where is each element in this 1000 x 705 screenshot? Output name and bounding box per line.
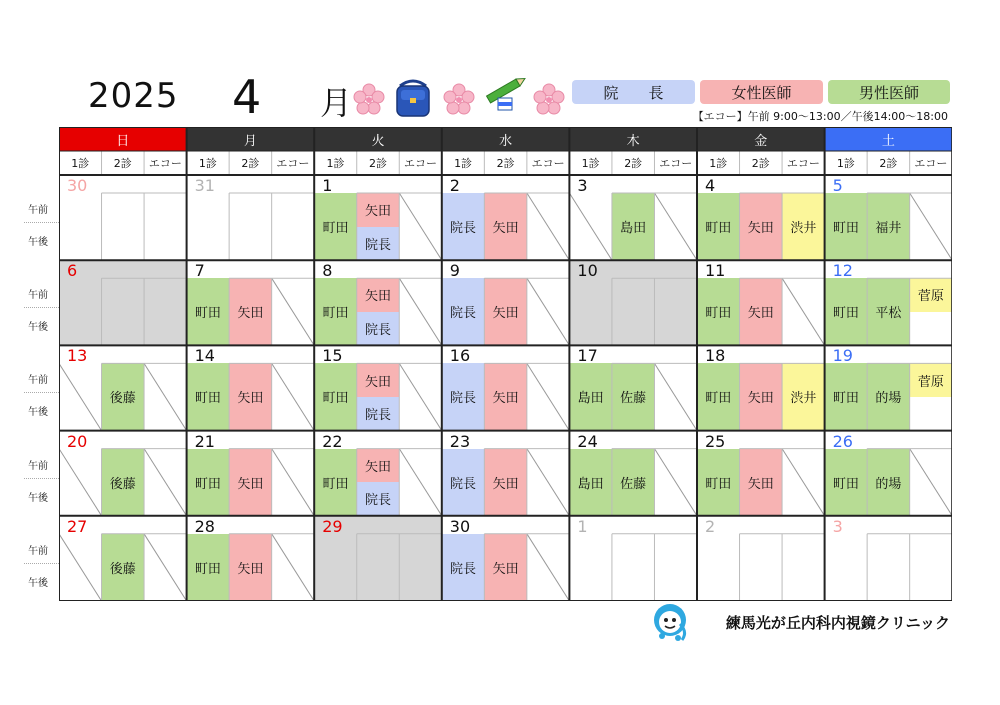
clinic-name: 練馬光が丘内科内視鏡クリニック — [725, 614, 950, 632]
month-label: 月 — [320, 84, 353, 122]
doctor-assignment: 後藤 — [102, 449, 145, 516]
slot-slash — [272, 278, 315, 345]
doctor-assignment: 平松 — [867, 278, 910, 345]
doctor-assignment: 町田 — [187, 363, 230, 430]
slot-header: エコー — [276, 157, 310, 170]
day-number: 17 — [577, 346, 598, 366]
slot-header: 2診 — [624, 157, 643, 170]
doctor-assignment: 島田 — [569, 363, 612, 430]
day-number: 31 — [194, 176, 215, 195]
slot-slash — [527, 193, 570, 260]
slot-header: 1診 — [71, 157, 90, 170]
slot-slash — [144, 363, 187, 430]
month-number: 4 — [232, 70, 262, 124]
doctor-assignment: 的場 — [867, 449, 910, 516]
slot-slash — [59, 534, 102, 601]
year: 2025 — [88, 76, 179, 116]
doctor-assignment: 町田 — [314, 193, 357, 260]
slot-header: 1診 — [454, 157, 473, 170]
slot-slash — [527, 534, 570, 601]
slot-slash — [272, 363, 315, 430]
am-pm-divider — [24, 563, 59, 564]
weekday-header-0: 日 — [59, 127, 187, 151]
slot-header: エコー — [404, 157, 438, 170]
pm-label: 午後 — [28, 492, 48, 504]
am-pm-divider — [24, 222, 59, 223]
doctor-assignment: 島田 — [612, 193, 655, 260]
slot-header: 1診 — [709, 157, 728, 170]
doctor-assignment: 矢田 — [357, 193, 400, 227]
doctor-assignment: 町田 — [314, 278, 357, 345]
pm-label: 午後 — [28, 407, 48, 419]
day-number: 26 — [832, 431, 853, 451]
weekday-header-6: 土 — [825, 127, 953, 151]
day-number: 9 — [449, 261, 460, 281]
echo-hours: 【エコー】午前 9:00〜13:00／午後14:00〜18:00 — [692, 110, 948, 123]
slot-header: 1診 — [836, 157, 855, 170]
day-number: 1 — [322, 176, 333, 195]
day-number: 3 — [577, 176, 588, 195]
doctor-assignment: 矢田 — [357, 449, 400, 483]
slot-header: 2診 — [496, 157, 515, 170]
slot-header: エコー — [531, 157, 565, 170]
doctor-assignment: 佐藤 — [612, 363, 655, 430]
am-label: 午前 — [28, 460, 48, 472]
day-number: 29 — [322, 516, 343, 536]
sakura-icon — [352, 82, 386, 116]
day-number: 24 — [577, 431, 598, 451]
slot-slash — [399, 278, 442, 345]
day-number: 5 — [832, 176, 843, 195]
doctor-assignment: 町田 — [825, 278, 868, 345]
doctor-assignment: 島田 — [569, 449, 612, 516]
doctor-assignment: 町田 — [187, 449, 230, 516]
day-number: 30 — [449, 516, 471, 536]
doctor-assignment: 町田 — [314, 363, 357, 430]
doctor-assignment: 矢田 — [229, 534, 272, 601]
day-number: 19 — [832, 346, 853, 366]
weekday-header-5: 金 — [697, 127, 825, 151]
slot-slash — [272, 534, 315, 601]
doctor-assignment: 町田 — [825, 449, 868, 516]
sakura-icon — [532, 82, 566, 116]
doctor-assignment: 渋井 — [782, 193, 825, 260]
doctor-assignment: 院長 — [442, 534, 485, 601]
doctor-assignment: 矢田 — [484, 449, 527, 516]
doctor-assignment: 院長 — [442, 449, 485, 516]
slot-slash — [654, 363, 697, 430]
slot-slash — [782, 278, 825, 345]
pm-label: 午後 — [28, 237, 48, 248]
slot-slash — [399, 449, 442, 516]
legend-male-doctor-label: 男性医師 — [858, 83, 919, 102]
slot-header: 1診 — [198, 157, 217, 170]
weekday-header-4: 木 — [569, 127, 697, 151]
day-number: 28 — [194, 516, 215, 536]
pencil-eraser-icon — [482, 74, 528, 114]
doctor-assignment: 院長 — [442, 363, 485, 430]
legend-female-doctor — [700, 80, 823, 104]
slot-slash — [399, 363, 442, 430]
day-number: 27 — [67, 516, 88, 536]
weekday-header-2: 火 — [314, 127, 442, 151]
weekday-header-1: 月 — [187, 127, 315, 151]
doctor-assignment: 町田 — [187, 278, 230, 345]
pm-label: 午後 — [28, 322, 48, 334]
doctor-assignment: 矢田 — [740, 193, 783, 260]
doctor-assignment: 院長 — [357, 227, 400, 261]
day-number: 18 — [705, 346, 726, 366]
day-number: 20 — [67, 431, 88, 451]
day-number: 14 — [194, 346, 215, 366]
slot-slash — [527, 363, 570, 430]
doctor-assignment: 町田 — [314, 449, 357, 516]
slot-slash — [782, 449, 825, 516]
clinic-logo-icon — [650, 602, 696, 644]
doctor-assignment: 後藤 — [102, 534, 145, 601]
slot-slash — [144, 449, 187, 516]
am-label: 午前 — [28, 375, 48, 387]
doctor-assignment: 矢田 — [740, 449, 783, 516]
slot-header: エコー — [148, 157, 182, 170]
slot-slash — [272, 449, 315, 516]
day-number: 30 — [67, 176, 88, 195]
am-pm-divider — [24, 478, 59, 479]
slot-slash — [654, 193, 697, 260]
doctor-assignment: 院長 — [357, 482, 400, 516]
doctor-assignment: 矢田 — [740, 278, 783, 345]
day-number: 3 — [832, 516, 843, 536]
doctor-assignment: 矢田 — [740, 363, 783, 430]
slot-slash — [59, 363, 102, 430]
doctor-assignment: 矢田 — [357, 278, 400, 312]
day-number: 21 — [194, 431, 215, 451]
unavailable-slot-slashes — [59, 127, 952, 601]
doctor-assignment: 院長 — [442, 193, 485, 260]
doctor-assignment: 院長 — [357, 312, 400, 346]
day-number: 4 — [705, 176, 716, 195]
day-number: 8 — [322, 261, 333, 281]
day-number: 23 — [449, 431, 471, 451]
day-number: 22 — [322, 431, 343, 451]
legend-male-doctor — [828, 80, 950, 104]
doctor-assignment: 矢田 — [484, 278, 527, 345]
doctor-assignment: 院長 — [357, 397, 400, 431]
day-number: 10 — [577, 261, 598, 281]
slot-header: エコー — [914, 157, 948, 170]
legend-director-label: 院 長 — [603, 83, 664, 102]
doctor-assignment: 町田 — [697, 278, 740, 345]
slot-header: エコー — [786, 157, 820, 170]
slot-header: 1診 — [581, 157, 600, 170]
doctor-assignment: 菅原 — [910, 363, 953, 397]
school-bag-icon — [392, 76, 434, 118]
doctor-assignment: 矢田 — [484, 193, 527, 260]
weekday-header-3: 水 — [442, 127, 570, 151]
doctor-assignment: 矢田 — [229, 363, 272, 430]
day-number: 11 — [705, 261, 726, 281]
sakura-icon — [442, 82, 476, 116]
doctor-assignment: 佐藤 — [612, 449, 655, 516]
doctor-assignment: 矢田 — [229, 278, 272, 345]
slot-header: 2診 — [241, 157, 260, 170]
doctor-assignment: 院長 — [442, 278, 485, 345]
slot-header: 1診 — [326, 157, 345, 170]
slot-header: 2診 — [113, 157, 132, 170]
day-number: 2 — [449, 176, 460, 195]
doctor-assignment: 矢田 — [484, 534, 527, 601]
slot-slash — [527, 449, 570, 516]
day-number: 2 — [705, 516, 716, 536]
am-pm-divider — [24, 392, 59, 393]
doctor-assignment: 町田 — [825, 363, 868, 430]
doctor-assignment: 町田 — [697, 363, 740, 430]
slot-header: 2診 — [368, 157, 387, 170]
slot-header: エコー — [659, 157, 693, 170]
pm-label: 午後 — [28, 577, 48, 589]
slot-slash — [59, 449, 102, 516]
doctor-assignment: 的場 — [867, 363, 910, 430]
calendar-grid — [59, 127, 952, 601]
day-number: 13 — [67, 346, 88, 366]
slot-slash — [910, 193, 952, 260]
legend-director — [572, 80, 695, 104]
doctor-assignment: 町田 — [697, 449, 740, 516]
doctor-assignment: 矢田 — [229, 449, 272, 516]
slot-slash — [569, 193, 612, 260]
doctor-assignment: 町田 — [825, 193, 868, 260]
doctor-assignment: 渋井 — [782, 363, 825, 430]
doctor-assignment: 福井 — [867, 193, 910, 260]
legend-female-doctor-label: 女性医師 — [731, 83, 792, 102]
slot-slash — [144, 534, 187, 601]
day-number: 6 — [67, 261, 78, 281]
day-number: 7 — [194, 261, 205, 281]
slot-slash — [399, 193, 442, 260]
doctor-assignment: 町田 — [697, 193, 740, 260]
day-number: 1 — [577, 516, 588, 536]
doctor-assignment: 矢田 — [484, 363, 527, 430]
doctor-assignment: 菅原 — [910, 278, 953, 312]
slot-slash — [527, 278, 570, 345]
day-number: 16 — [449, 346, 471, 366]
am-label: 午前 — [28, 205, 48, 216]
am-label: 午前 — [28, 290, 48, 302]
doctor-assignment: 町田 — [187, 534, 230, 601]
slot-header: 2診 — [751, 157, 770, 170]
doctor-assignment: 後藤 — [102, 363, 145, 430]
doctor-assignment: 矢田 — [357, 363, 400, 397]
slot-slash — [910, 449, 952, 516]
am-pm-divider — [24, 307, 59, 308]
day-number: 25 — [705, 431, 726, 451]
slot-slash — [654, 449, 697, 516]
slot-header: 2診 — [879, 157, 898, 170]
day-number: 12 — [832, 261, 853, 281]
day-number: 15 — [322, 346, 343, 366]
am-label: 午前 — [28, 545, 48, 557]
